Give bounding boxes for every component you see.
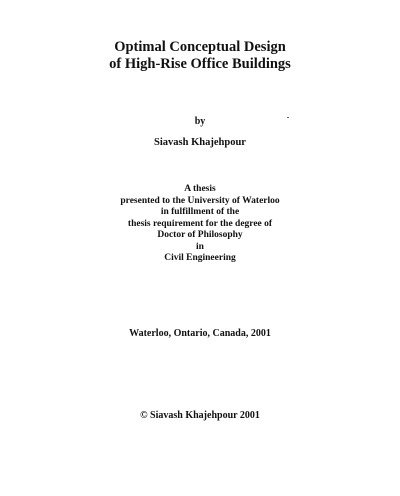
thesis-statement-line-7: Civil Engineering xyxy=(164,253,236,263)
thesis-statement-line-3: in fulfillment of the xyxy=(160,207,240,217)
thesis-statement-line-5: Doctor of Philosophy xyxy=(157,230,243,240)
by-label: by xyxy=(194,116,206,127)
thesis-statement-line-1: A thesis xyxy=(184,184,216,194)
thesis-title-line-1: Optimal Conceptual Design xyxy=(114,39,286,55)
thesis-statement-line-6: in xyxy=(196,241,204,252)
author-name: Siavash Khajehpour xyxy=(154,137,246,148)
scan-speck xyxy=(287,117,289,118)
thesis-title-line-2: of High-Rise Office Buildings xyxy=(109,56,291,72)
thesis-statement-line-2: presented to the University of Waterloo xyxy=(120,195,280,206)
thesis-statement-line-4: thesis requirement for the degree of xyxy=(127,218,273,229)
copyright-notice: © Siavash Khajehpour 2001 xyxy=(140,410,260,421)
place-and-date: Waterloo, Ontario, Canada, 2001 xyxy=(129,328,271,339)
